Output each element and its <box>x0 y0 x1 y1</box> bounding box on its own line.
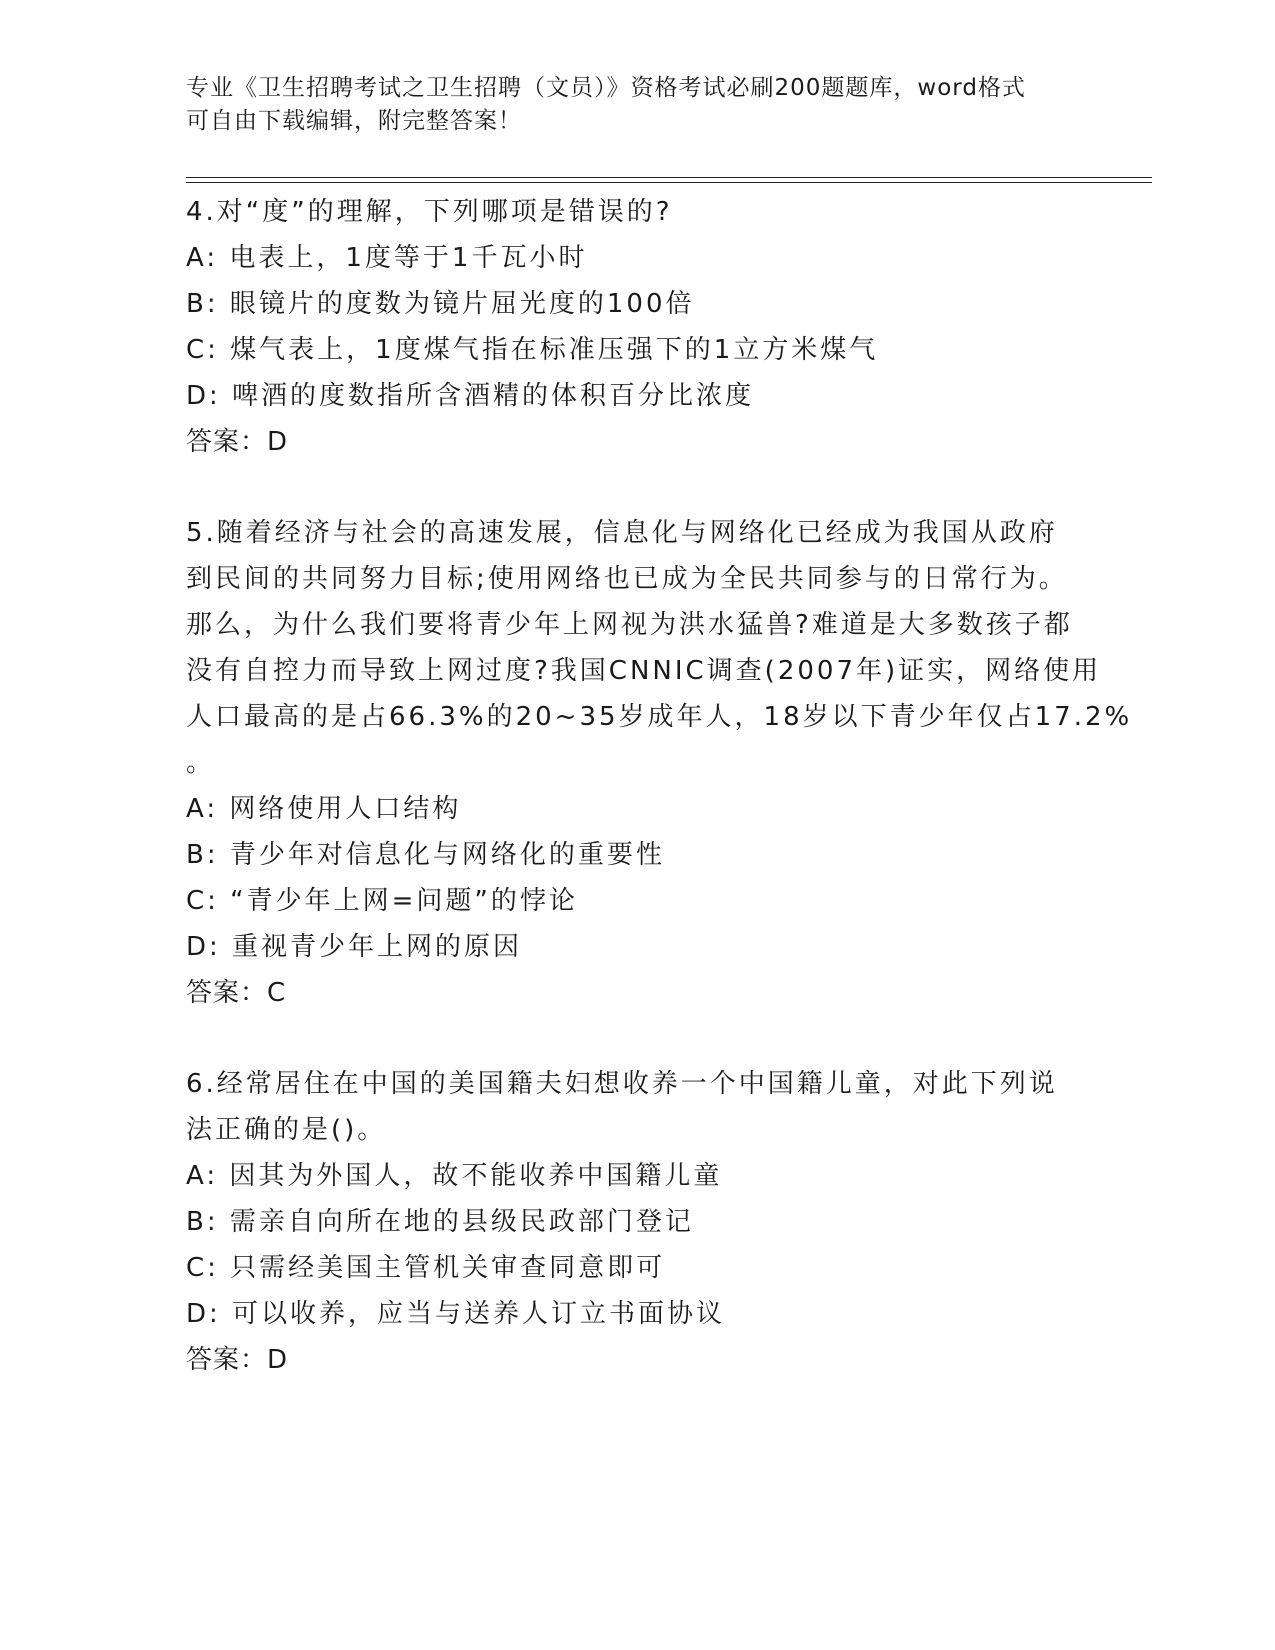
option-a: A: 网络使用人口结构 <box>186 794 462 824</box>
question-text: 6.经常居住在中国的美国籍夫妇想收养一个中国籍儿童，对此下列说 <box>186 1069 1058 1099</box>
question-text: 没有自控力而导致上网过度?我国CNNIC调查(2007年)证实，网络使用 <box>186 656 1102 686</box>
document-header <box>186 72 1066 138</box>
answer-line: 答案：D <box>186 1345 289 1375</box>
question-text: 那么，为什么我们要将青少年上网视为洪水猛兽?难道是大多数孩子都 <box>186 610 1073 640</box>
option-b: B: 青少年对信息化与网络化的重要性 <box>186 840 665 870</box>
option-a: A: 电表上，1度等于1千瓦小时 <box>186 243 588 273</box>
question-spacer <box>186 465 1086 510</box>
header-rule-bottom <box>186 182 1152 183</box>
option-d: D: 重视青少年上网的原因 <box>186 932 523 962</box>
answer-line: 答案：C <box>186 978 287 1008</box>
question-block-4 <box>186 189 1086 465</box>
question-block-6 <box>186 1061 1086 1383</box>
option-b: B: 需亲自向所在地的县级民政部门登记 <box>186 1207 694 1237</box>
option-c: C: “青少年上网=问题”的悖论 <box>186 886 578 916</box>
question-block-5 <box>186 510 1133 1016</box>
option-a: A: 因其为外国人，故不能收养中国籍儿童 <box>186 1161 723 1191</box>
question-text: 4.对“度”的理解，下列哪项是错误的? <box>186 197 673 227</box>
option-d: D: 可以收养，应当与送养人订立书面协议 <box>186 1299 726 1329</box>
question-text: 5.随着经济与社会的高速发展，信息化与网络化已经成为我国从政府 <box>186 518 1058 548</box>
header-rule-top <box>186 177 1152 178</box>
option-c: C: 煤气表上，1度煤气指在标准压强下的1立方米煤气 <box>186 335 879 365</box>
question-spacer <box>186 1016 1086 1061</box>
option-b: B: 眼镜片的度数为镜片屈光度的100倍 <box>186 289 695 319</box>
question-text: 人口最高的是占66.3%的20~35岁成年人，18岁以下青少年仅占17.2% <box>186 702 1133 732</box>
question-text: 到民间的共同努力目标;使用网络也已成为全民共同参与的日常行为。 <box>186 564 1068 594</box>
option-d: D: 啤酒的度数指所含酒精的体积百分比浓度 <box>186 381 755 411</box>
question-text: 。 <box>186 748 216 778</box>
option-c: C: 只需经美国主管机关审查同意即可 <box>186 1253 666 1283</box>
question-text: 法正确的是()。 <box>186 1115 387 1145</box>
header-line-1: 专业《卫生招聘考试之卫生招聘（文员）》资格考试必刷200题题库，word格式 <box>186 75 1026 101</box>
question-list <box>186 189 1133 1383</box>
answer-line: 答案：D <box>186 427 289 457</box>
header-line-2: 可自由下载编辑，附完整答案！ <box>186 108 522 134</box>
